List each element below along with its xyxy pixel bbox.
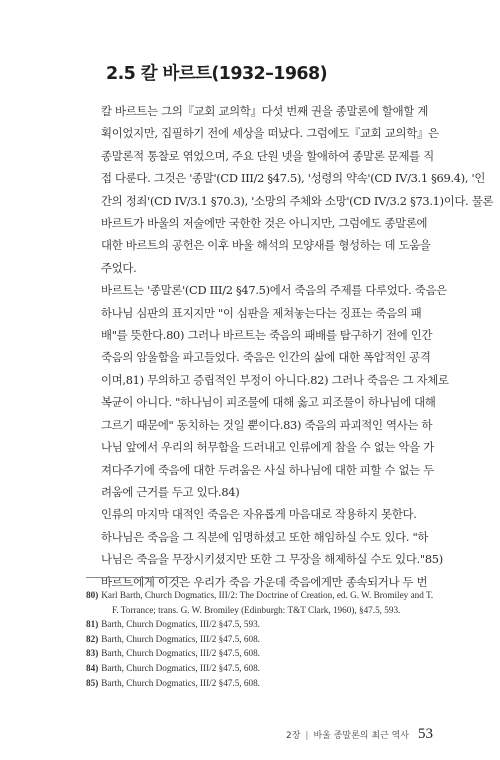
footnote-divider <box>86 577 184 578</box>
text-line: 복균이 아니다. "하나님이 피조물에 대해 옳고 피조물이 하나님에 대해 <box>101 395 436 410</box>
page-number: 53 <box>418 726 433 742</box>
footnote-text: Karl Barth, Church Dogmatics, III/2: The Doctrine of Creation, ed. G. W. Bromiley and T. <box>101 590 434 600</box>
paragraph <box>86 503 443 593</box>
footnote <box>86 646 436 661</box>
text-line: 간의 정죄'(CD IV/3.1 §70.3), '소망의 주체와 소망'(CD IV/3.2 §73.1)이다. 물론 <box>101 193 494 208</box>
footnote <box>86 661 436 676</box>
footnote-text: Barth, Church Dogmatics, III/2 §47.5, 593. <box>101 619 260 630</box>
text-line: 바르트에게 이것은 우리가 죽음 가운데 죽음에게만 종속되거나 두 번 <box>101 574 428 589</box>
paragraph <box>86 279 449 503</box>
text-line: 바르트가 바울의 저술에만 국한한 것은 아니지만, 그럼에도 종말론에 <box>101 216 428 231</box>
section-heading: 2.5 칼 바르트(1932–1968) <box>106 64 327 84</box>
text-line: 이며,81) 무의하고 증립적인 부정이 아니다.82) 그러나 죽음은 그 자체로 <box>101 372 449 387</box>
footnote-text: Barth, Church Dogmatics, III/2 §47.5, 608. <box>101 633 260 644</box>
text-line: 나님은 죽음을 무장시키셨지만 또한 그 무장을 해제하실 수도 있다."85) <box>101 552 443 567</box>
footnotes <box>86 588 436 690</box>
text-line: 칼 바르트는 그의『교회 교의학』다섯 번째 권을 종말론에 할애할 계 <box>101 104 429 118</box>
footnote-number: 84) <box>86 662 99 673</box>
footnote <box>86 617 436 632</box>
text-line: 그르기 때문에" 동치하는 것일 뿐이다.83) 죽음의 파괴적인 역사는 하 <box>101 417 433 432</box>
text-line: 져다주기에 죽음에 대한 두려움은 사실 하나님에 대한 피할 수 없는 두 <box>101 462 434 477</box>
text-line: 접 다룬다. 그것은 '종말'(CD III/2 §47.5), '성령의 약속'(CD IV/3.1 §69.4), '인 <box>101 171 486 186</box>
text-line: 종말론적 통찰로 엮었으며, 주요 단원 넷을 할애하여 종말론 문제를 직 <box>101 148 434 163</box>
text-line: 인류의 마지막 대적인 죽음은 자유롭게 마음대로 작용하지 못한다. <box>101 507 417 522</box>
footnote-number: 85) <box>86 677 99 688</box>
footnote <box>86 588 436 603</box>
footer-chapter-title: 바울 종말론의 최근 역사 <box>313 731 409 741</box>
footnote-continuation: F. Torrance; trans. G. W. Bromiley (Edinburgh: T&T Clark, 1960), §47.5, 593. <box>112 604 401 615</box>
footnote-number: 82) <box>86 633 99 644</box>
footer-separator: | <box>305 731 309 741</box>
footnote-text: Barth, Church Dogmatics, III/2 §47.5, 608. <box>101 662 260 673</box>
text-line: 주었다. <box>101 260 137 275</box>
footnote-text: Barth, Church Dogmatics, III/2 §47.5, 608. <box>101 648 260 659</box>
text-line: 하나님은 죽음을 그 직분에 임명하셨고 또한 해임하실 수도 있다. "하 <box>101 529 429 544</box>
footnote-number: 80) <box>86 590 99 600</box>
text-line: 획이었지만, 집필하기 전에 세상을 떠났다. 그럼에도『교회 교의학』은 <box>101 126 439 141</box>
text-line: 바르트는 '종말론'(CD III/2 §47.5)에서 죽음의 주제를 다루었다. 죽음은 <box>101 283 447 298</box>
page-footer <box>286 726 433 743</box>
text-line: 배"를 뜻한다.80) 그러나 바르트는 죽음의 패배를 탐구하기 전에 인간 <box>101 328 433 343</box>
text-line: 하나님 심판의 표지지만 "이 심판을 제쳐놓는다는 징표는 죽음의 패 <box>101 305 422 320</box>
text-line: 대한 바르트의 공헌은 이후 바울 해석의 모양새를 형성하는 데 도움을 <box>101 238 431 253</box>
footnote <box>86 676 436 691</box>
footnote-number: 83) <box>86 648 99 659</box>
paragraph <box>86 100 494 279</box>
text-line: 려움에 근거를 두고 있다.84) <box>101 484 240 499</box>
body-text <box>86 100 494 593</box>
footnote-text: Barth, Church Dogmatics, III/2 §47.5, 608. <box>101 677 260 688</box>
footnote-number: 81) <box>86 619 99 630</box>
footer-chapter: 2장 <box>286 731 301 741</box>
text-line: 죽음의 암울함을 파고들었다. 죽음은 인간의 삶에 대한 폭압적인 공격 <box>101 350 431 365</box>
footnote <box>86 632 436 647</box>
text-line: 나님 앞에서 우리의 허무함을 드러내고 인류에게 참을 수 없는 악을 가 <box>101 440 434 455</box>
